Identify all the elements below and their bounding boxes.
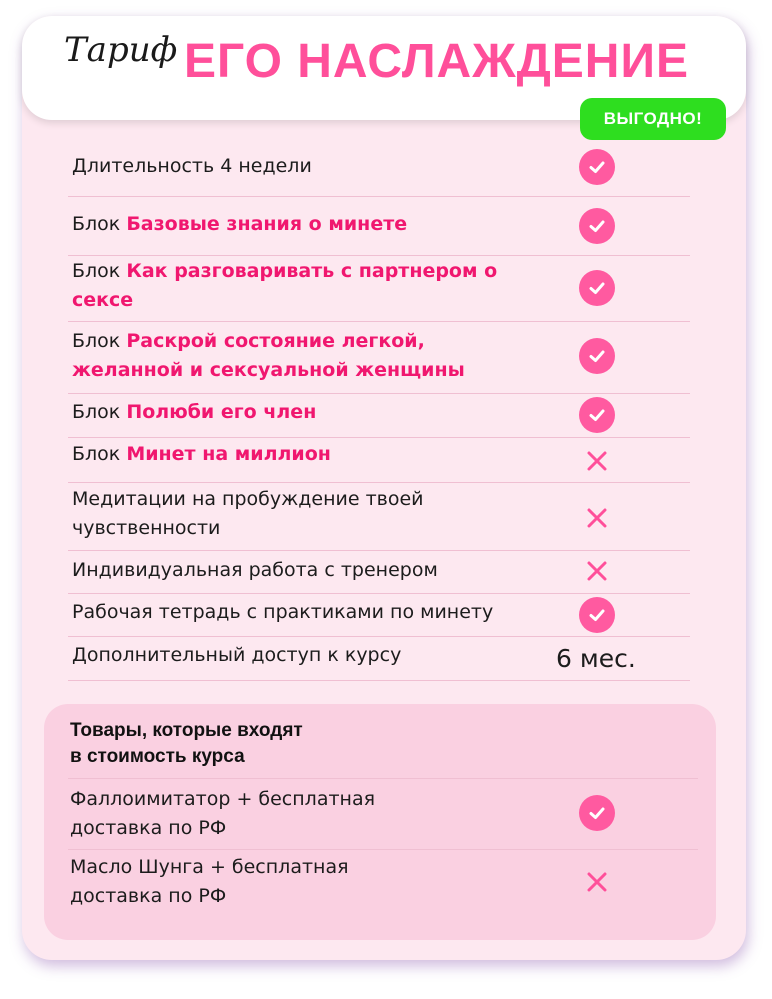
feature-row-meditation — [68, 482, 690, 551]
check-icon — [579, 795, 615, 831]
feature-label: Блок Базовые знания о минете — [72, 213, 408, 235]
feature-label: Длительность 4 недели — [72, 155, 312, 177]
feature-row-access — [68, 636, 690, 681]
feature-label: Блок Минет на миллион — [72, 443, 331, 465]
access-duration: 6 мес. — [556, 644, 636, 673]
goods-row-oil — [68, 850, 698, 920]
feature-row-love — [68, 393, 690, 438]
goods-item-label: Фаллоимитатор + бесплатная доставка по РФ — [70, 788, 376, 839]
feature-row-basics — [68, 196, 690, 256]
tariff-title: ЕГО НАСЛАЖДЕНИЕ — [184, 35, 689, 88]
cross-icon — [583, 868, 611, 896]
goods-title: Товары, которые входят в стоимость курса — [70, 720, 303, 767]
feature-label: Дополнительный доступ к курсу — [72, 644, 402, 666]
check-icon — [579, 597, 615, 633]
feature-row-million — [68, 437, 690, 483]
cross-icon — [583, 447, 611, 475]
feature-label: Медитации на пробуждение твоей чувственности — [72, 488, 424, 539]
tariff-label: Тариф — [64, 30, 178, 70]
feature-row-workbook — [68, 593, 690, 637]
feature-label: Блок Раскрой состояние легкой, желанной и сексуальной женщины — [72, 330, 465, 381]
check-icon — [579, 149, 615, 185]
goods-item-label: Масло Шунга + бесплатная доставка по РФ — [70, 856, 349, 907]
feature-label: Индивидуальная работа с тренером — [72, 559, 438, 581]
feature-row-state — [68, 321, 690, 394]
check-icon — [579, 397, 615, 433]
cross-icon — [583, 504, 611, 532]
cross-icon — [583, 557, 611, 585]
profitable-badge: ВЫГОДНО! — [580, 98, 726, 140]
goods-row-toy — [68, 778, 698, 850]
feature-label: Рабочая тетрадь с практиками по минету — [72, 601, 494, 623]
feature-row-talk — [68, 255, 690, 322]
feature-label: Блок Как разговаривать с партнером о сексе — [72, 260, 498, 311]
check-icon — [579, 338, 615, 374]
feature-row-duration — [68, 142, 690, 197]
check-icon — [579, 270, 615, 306]
check-icon — [579, 208, 615, 244]
feature-label: Блок Полюби его член — [72, 401, 317, 423]
feature-row-trainer — [68, 550, 690, 594]
